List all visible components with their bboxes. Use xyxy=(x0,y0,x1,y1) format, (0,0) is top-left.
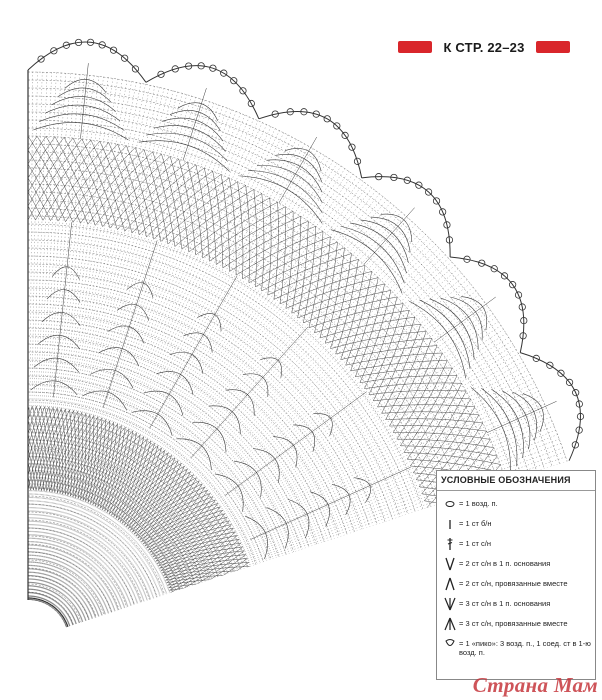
legend-item xyxy=(441,497,591,511)
three-dc-together-icon xyxy=(441,617,459,631)
red-bar-right xyxy=(536,41,570,53)
legend-list xyxy=(437,497,595,657)
legend-title: УСЛОВНЫЕ ОБОЗНАЧЕНИЯ xyxy=(437,471,595,491)
legend-item-label: = 1 возд. п. xyxy=(459,499,498,508)
legend-item xyxy=(441,617,591,631)
two-dc-together-icon xyxy=(441,577,459,591)
legend-item-label: = 3 ст с/н, провязанные вместе xyxy=(459,619,568,628)
legend-item xyxy=(441,597,591,611)
watermark-logo: Страна Мам xyxy=(472,673,598,697)
legend-item xyxy=(441,557,591,571)
single-crochet-icon xyxy=(441,517,459,531)
red-bar-left xyxy=(398,41,432,53)
page-reference-text: К СТР. 22–23 xyxy=(443,39,525,55)
legend-item-label: = 1 ст с/н xyxy=(459,539,491,548)
three-dc-one-base-icon xyxy=(441,597,459,611)
picot-icon xyxy=(441,637,459,651)
legend-item xyxy=(441,637,591,657)
legend-item-label: = 2 ст с/н, провязанные вместе xyxy=(459,579,568,588)
two-dc-one-base-icon xyxy=(441,557,459,571)
page-reference xyxy=(398,38,570,56)
legend-item xyxy=(441,537,591,551)
legend-item-label: = 2 ст с/н в 1 п. основания xyxy=(459,559,551,568)
legend-item-label: = 1 ст б/н xyxy=(459,519,492,528)
legend-item xyxy=(441,517,591,531)
legend-box xyxy=(436,470,596,680)
legend-item-label: = 1 «пико»: 3 возд. п., 1 соед. ст в 1-ю возд. п. xyxy=(459,639,591,657)
chain-stitch-icon xyxy=(441,497,459,511)
double-crochet-icon xyxy=(441,537,459,551)
legend-item-label: = 3 ст с/н в 1 п. основания xyxy=(459,599,551,608)
legend-item xyxy=(441,577,591,591)
